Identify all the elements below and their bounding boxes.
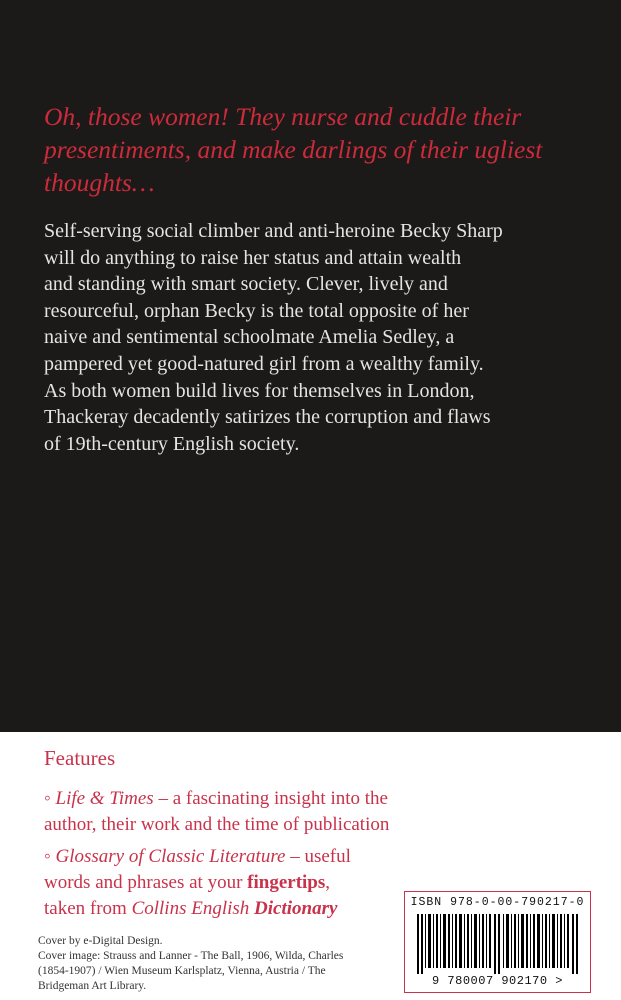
feature-emphasis: fingertips — [247, 872, 326, 893]
blurb-line: Thackeray decadently satirizes the corruption and flaws — [44, 406, 491, 429]
blurb-line: pampered yet good-natured girl from a wealthy family. — [44, 352, 484, 375]
feature-line: author, their work and the time of publication — [44, 814, 390, 835]
credit-line: Cover image: Strauss and Lanner - The Ball, 1906, Wilda, Charles — [38, 950, 344, 962]
quote-line: Oh, those women! They nurse and cuddle their — [44, 102, 522, 131]
feature-desc: – a fascinating insight into the — [153, 788, 388, 809]
blurb-line: will do anything to raise her status and attain wealth — [44, 246, 462, 269]
blurb-line: As both women build lives for themselves in London, — [44, 379, 475, 402]
feature-line — [44, 870, 424, 896]
barcode-icon — [417, 914, 578, 974]
book-blurb — [44, 218, 604, 457]
feature-line — [44, 844, 424, 870]
blurb-line: naive and sentimental schoolmate Amelia Sedley, a — [44, 326, 455, 349]
features-title: Features — [44, 746, 116, 770]
credit-line: (1854-1907) / Wien Museum Karlsplatz, Vienna, Austria / The — [38, 965, 326, 977]
feature-source-emphasis: Dictionary — [254, 898, 338, 919]
feature-line — [44, 786, 424, 812]
blurb-line: and standing with smart society. Clever, lively and — [44, 273, 448, 296]
feature-item-glossary — [44, 844, 424, 922]
isbn-barcode-box — [404, 891, 591, 993]
feature-desc: words and phrases at your — [44, 872, 248, 893]
cover-quote — [44, 100, 584, 199]
isbn-label: ISBN 978-0-00-790217-0 — [410, 896, 585, 909]
blurb-line: of 19th-century English society. — [44, 432, 300, 455]
feature-source: Collins English — [131, 898, 255, 919]
feature-item-life-and-times — [44, 786, 424, 838]
credit-line: Cover by e-Digital Design. — [38, 935, 163, 947]
quote-line: thoughts… — [44, 168, 155, 197]
feature-desc: , — [325, 872, 331, 893]
feature-desc: taken from — [44, 898, 132, 919]
feature-desc: – useful — [285, 846, 351, 867]
blurb-line: Self-serving social climber and anti-heroine Becky Sharp — [44, 220, 503, 242]
credit-line: Bridgeman Art Library. — [38, 980, 147, 992]
feature-line — [44, 896, 424, 922]
barcode-digits: 9 780007 902170 > — [432, 974, 563, 988]
quote-line: presentiments, and make darlings of their ugliest — [44, 135, 543, 164]
bullet-icon: ◦ — [44, 788, 51, 809]
blurb-line: resourceful, orphan Becky is the total opposite of her — [44, 299, 469, 322]
bullet-icon: ◦ — [44, 846, 51, 867]
feature-name: Glossary of Classic Literature — [55, 846, 286, 867]
feature-name: Life & Times — [55, 788, 154, 809]
cover-credits — [38, 934, 378, 994]
